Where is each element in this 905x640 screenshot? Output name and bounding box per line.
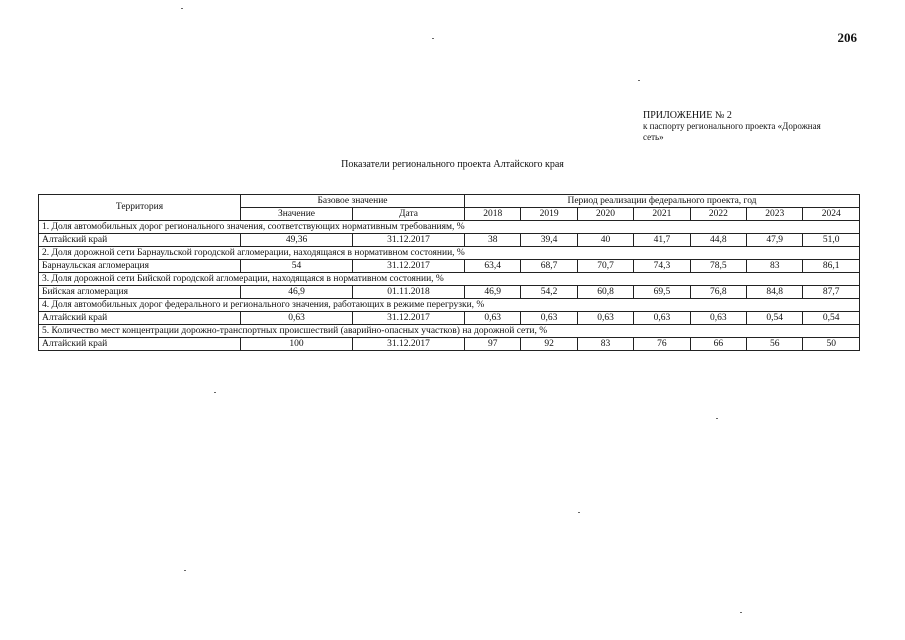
- year-value-cell: 83: [577, 338, 633, 351]
- year-value-cell: 76: [634, 338, 690, 351]
- header-year: 2020: [577, 208, 633, 221]
- scan-speck: [184, 570, 186, 571]
- scan-speck: [432, 38, 434, 39]
- year-value-cell: 47,9: [747, 234, 803, 247]
- header-year: 2023: [747, 208, 803, 221]
- year-value-cell: 0,63: [690, 312, 746, 325]
- base-date-cell: 31.12.2017: [353, 338, 465, 351]
- scan-speck: [578, 512, 580, 513]
- header-date: Дата: [353, 208, 465, 221]
- section-title: 5. Количество мест концентрации дорожно-транспортных происшествий (аварийно-опасных участков) на дорожной сети, %: [39, 325, 860, 338]
- header-year: 2018: [465, 208, 521, 221]
- header-year: 2021: [634, 208, 690, 221]
- appendix-title: ПРИЛОЖЕНИЕ № 2: [643, 110, 732, 121]
- base-date-cell: 31.12.2017: [353, 260, 465, 273]
- year-value-cell: 0,54: [803, 312, 860, 325]
- territory-cell: Алтайский край: [39, 234, 241, 247]
- territory-cell: Барнаульская агломерация: [39, 260, 241, 273]
- year-value-cell: 74,3: [634, 260, 690, 273]
- year-value-cell: 0,63: [465, 312, 521, 325]
- year-value-cell: 78,5: [690, 260, 746, 273]
- table-row: [39, 338, 860, 351]
- year-value-cell: 54,2: [521, 286, 577, 299]
- base-date-cell: 01.11.2018: [353, 286, 465, 299]
- year-value-cell: 84,8: [747, 286, 803, 299]
- base-date-cell: 31.12.2017: [353, 234, 465, 247]
- section-title-row: [39, 299, 860, 312]
- year-value-cell: 46,9: [465, 286, 521, 299]
- year-value-cell: 51,0: [803, 234, 860, 247]
- section-title-row: [39, 247, 860, 260]
- scan-speck: [181, 8, 183, 9]
- indicators-table: [38, 194, 860, 351]
- year-value-cell: 0,63: [634, 312, 690, 325]
- year-value-cell: 0,63: [521, 312, 577, 325]
- table-row: [39, 286, 860, 299]
- year-value-cell: 97: [465, 338, 521, 351]
- base-value-cell: 100: [241, 338, 353, 351]
- header-year: 2019: [521, 208, 577, 221]
- year-value-cell: 70,7: [577, 260, 633, 273]
- base-value-cell: 49,36: [241, 234, 353, 247]
- year-value-cell: 44,8: [690, 234, 746, 247]
- header-year: 2024: [803, 208, 860, 221]
- section-title: 4. Доля автомобильных дорог федерального и регионального значения, работающих в режиме перегрузки, %: [39, 299, 860, 312]
- header-year: 2022: [690, 208, 746, 221]
- base-value-cell: 46,9: [241, 286, 353, 299]
- scan-speck: [740, 612, 742, 613]
- header-territory: Территория: [39, 195, 241, 221]
- section-title-row: [39, 325, 860, 338]
- section-title: 1. Доля автомобильных дорог регионального значения, соответствующих нормативным требованиям, %: [39, 221, 860, 234]
- year-value-cell: 40: [577, 234, 633, 247]
- table-row: [39, 260, 860, 273]
- year-value-cell: 86,1: [803, 260, 860, 273]
- year-value-cell: 66: [690, 338, 746, 351]
- year-value-cell: 0,63: [577, 312, 633, 325]
- base-date-cell: 31.12.2017: [353, 312, 465, 325]
- year-value-cell: 41,7: [634, 234, 690, 247]
- scan-speck: [638, 80, 640, 81]
- year-value-cell: 68,7: [521, 260, 577, 273]
- header-row-1: [39, 195, 860, 208]
- scan-speck: [716, 418, 718, 419]
- appendix-block: [643, 110, 873, 143]
- territory-cell: Алтайский край: [39, 338, 241, 351]
- year-value-cell: 60,8: [577, 286, 633, 299]
- header-value: Значение: [241, 208, 353, 221]
- header-period: Период реализации федерального проекта, год: [465, 195, 860, 208]
- year-value-cell: 38: [465, 234, 521, 247]
- page-number: 206: [837, 30, 857, 45]
- appendix-line-1: к паспорту регионального проекта «Дорожная: [643, 121, 821, 131]
- document-title: Показатели регионального проекта Алтайского края: [341, 159, 564, 170]
- year-value-cell: 39,4: [521, 234, 577, 247]
- year-value-cell: 63,4: [465, 260, 521, 273]
- year-value-cell: 56: [747, 338, 803, 351]
- year-value-cell: 50: [803, 338, 860, 351]
- base-value-cell: 0,63: [241, 312, 353, 325]
- header-base-value: Базовое значение: [241, 195, 465, 208]
- territory-cell: Алтайский край: [39, 312, 241, 325]
- base-value-cell: 54: [241, 260, 353, 273]
- section-title-row: [39, 221, 860, 234]
- scan-speck: [214, 392, 216, 393]
- appendix-line-2: сеть»: [643, 132, 664, 142]
- section-title: 3. Доля дорожной сети Бийской городской агломерации, находящаяся в нормативном состоянии, %: [39, 273, 860, 286]
- territory-cell: Бийская агломерация: [39, 286, 241, 299]
- section-title-row: [39, 273, 860, 286]
- year-value-cell: 69,5: [634, 286, 690, 299]
- table-row: [39, 312, 860, 325]
- section-title: 2. Доля дорожной сети Барнаульской городской агломерации, находящаяся в нормативном состоянии, %: [39, 247, 860, 260]
- year-value-cell: 92: [521, 338, 577, 351]
- year-value-cell: 83: [747, 260, 803, 273]
- year-value-cell: 0,54: [747, 312, 803, 325]
- table-row: [39, 234, 860, 247]
- year-value-cell: 87,7: [803, 286, 860, 299]
- year-value-cell: 76,8: [690, 286, 746, 299]
